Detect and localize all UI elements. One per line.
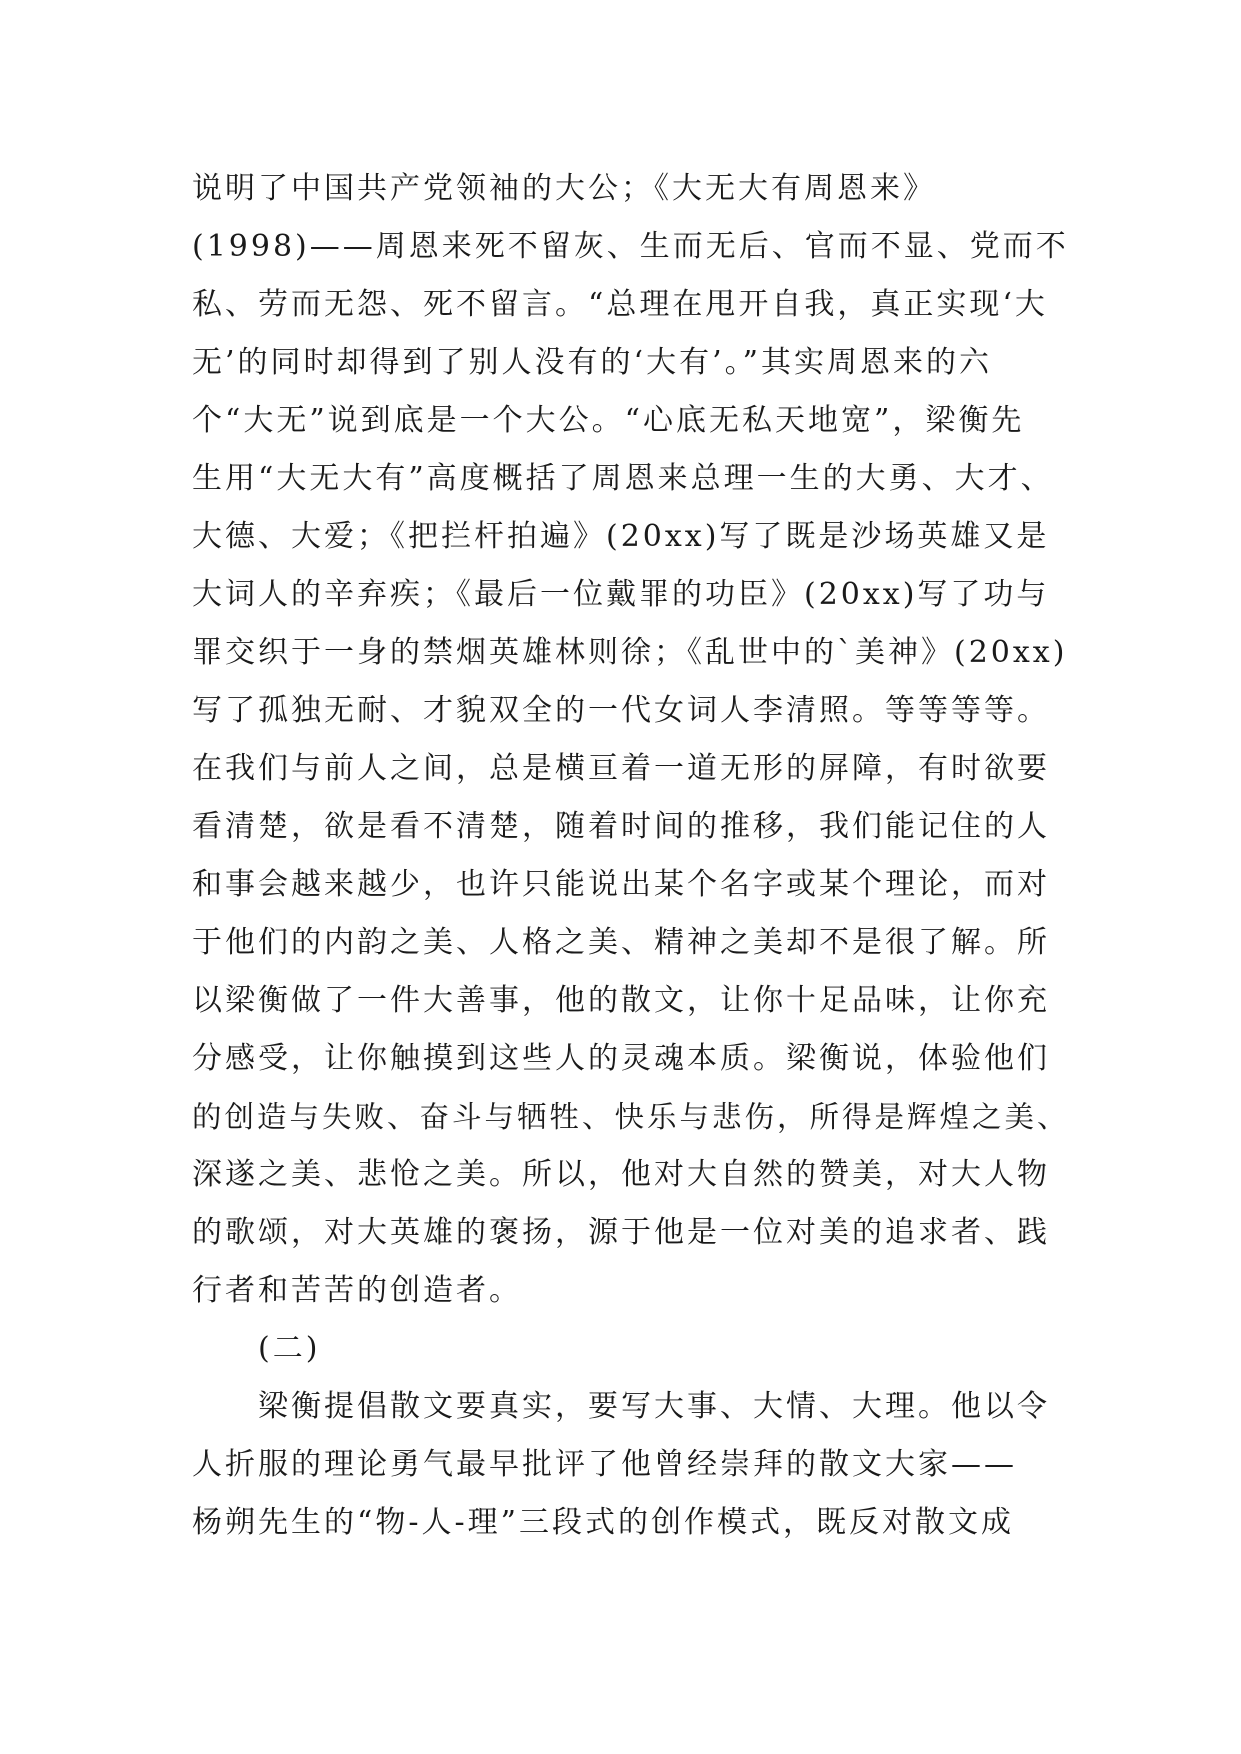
text-line: 的歌颂，对大英雄的褒扬，源于他是一位对美的追求者、践 xyxy=(192,1215,1050,1250)
text-line: 看清楚，欲是看不清楚，随着时间的推移，我们能记住的人 xyxy=(192,809,1050,844)
text-line: 的创造与失败、奋斗与牺牲、快乐与悲伤，所得是辉煌之美、 xyxy=(192,1100,1070,1134)
text-line: 大德、大爱；《把拦杆拍遍》(20xx)写了既是沙场英雄又是 xyxy=(192,519,1050,554)
text-line: (二) xyxy=(192,1331,321,1366)
text-line: 个“大无”说到底是一个大公。“心底无私天地宽”，梁衡先 xyxy=(192,403,1025,438)
text-line: 和事会越来越少，也许只能说出某个名字或某个理论，而对 xyxy=(192,867,1050,902)
text-line: 无’的同时却得到了别人没有的‘大有’。”其实周恩来的六 xyxy=(192,345,992,380)
text-line: 于他们的内韵之美、人格之美、精神之美却不是很了解。所 xyxy=(192,925,1050,960)
text-line: 梁衡提倡散文要真实，要写大事、大情、大理。他以令 xyxy=(192,1389,1050,1424)
body-text xyxy=(192,160,1072,1552)
text-line: 罪交织于一身的禁烟英雄林则徐；《乱世中的`美神》(20xx) xyxy=(192,635,1068,670)
text-line: 写了孤独无耐、才貌双全的一代女词人李清照。等等等等。 xyxy=(192,693,1050,728)
text-line: 人折服的理论勇气最早批评了他曾经崇拜的散文大家—— xyxy=(192,1447,1017,1482)
text-line: 大词人的辛弃疾；《最后一位戴罪的功臣》(20xx)写了功与 xyxy=(192,577,1050,612)
text-line: 说明了中国共产党领袖的大公；《大无大有周恩来》 xyxy=(192,171,936,206)
text-line: 行者和苦苦的创造者。 xyxy=(192,1273,522,1308)
text-line: 以梁衡做了一件大善事，他的散文，让你十足品味，让你充 xyxy=(192,983,1050,1018)
text-line: 杨朔先生的“物-人-理”三段式的创作模式，既反对散文成 xyxy=(192,1505,1014,1540)
text-line: 分感受，让你触摸到这些人的灵魂本质。梁衡说，体验他们 xyxy=(192,1041,1050,1076)
text-line: 私、劳而无怨、死不留言。“总理在甩开自我，真正实现‘大 xyxy=(192,287,1048,322)
text-line: 在我们与前人之间，总是横亘着一道无形的屏障，有时欲要 xyxy=(192,751,1050,786)
text-line: (1998)——周恩来死不留灰、生而无后、官而不显、党而不 xyxy=(192,229,1069,264)
text-line: 生用“大无大有”高度概括了周恩来总理一生的大勇、大才、 xyxy=(192,461,1054,496)
text-line: 深遂之美、悲怆之美。所以，他对大自然的赞美，对大人物 xyxy=(192,1157,1050,1192)
